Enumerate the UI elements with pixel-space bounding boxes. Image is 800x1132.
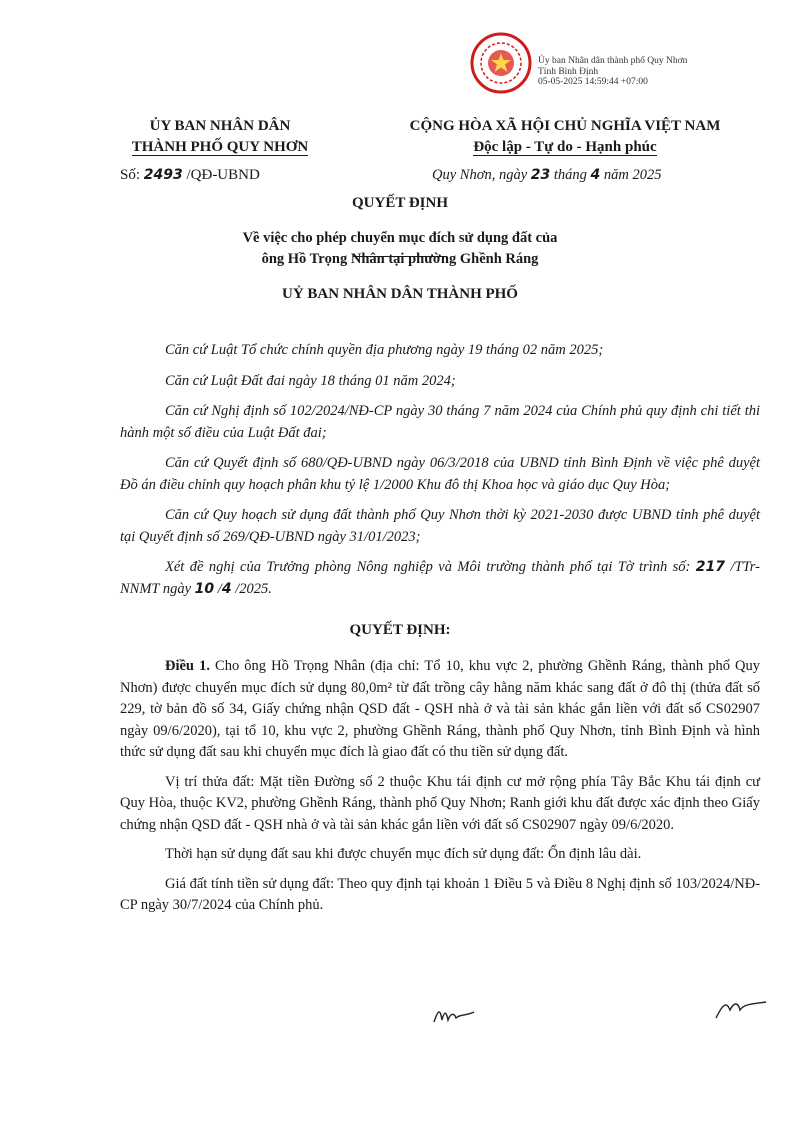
place-day: 23 [530, 167, 551, 183]
doc-prefix: Số: [120, 167, 144, 183]
doc-handwritten-number: 2493 [143, 167, 183, 183]
place-mid: tháng [550, 167, 591, 183]
basis-1: Căn cứ Luật Tổ chức chính quyền địa phương ngày 19 tháng 02 năm 2025; [165, 342, 604, 358]
proposal-number: 217 [695, 559, 726, 575]
article-1-text: Cho ông Hồ Trọng Nhân (địa chỉ: Tổ 10, khu vực 2, phường Ghềnh Ráng, thành phố Quy Nhơn) được chuyển mục đích sử dụng 80,0m² từ đất trồng cây hằng năm khác sang đất ở đô thị (thửa đất số 229, tờ bản đồ số 34, Giấy chứng nhận QSD đất - QSH nhà ở và tài sản khác gắn liền với đất số CS02907 ngày 09/6/2020), tại tổ 10, khu vực 2, phường Ghềnh Ráng, thành phố Quy Nhơn, tỉnh Bình Định và hình thức sử dụng đất sau khi chuyển mục đích là giao đất có thu tiền sử dụng đất. [120, 658, 760, 760]
basis-2: Căn cứ Luật Đất đai ngày 18 tháng 01 năm 2024; [165, 372, 456, 389]
handwritten-initial-right [712, 996, 770, 1022]
decision-body [120, 656, 760, 917]
stamp-line-1: Ủy ban Nhân dân thành phố Quy Nhơn [538, 56, 688, 66]
place-prefix: Quy Nhơn, ngày [432, 167, 531, 183]
proposal-month: 4 [221, 580, 232, 597]
legal-bases [120, 340, 760, 600]
org-line-1: ỦY BAN NHÂN DÂN [149, 118, 291, 134]
nation-line-1: CỘNG HÒA XÃ HỘI CHỦ NGHĨA VIỆT NAM [409, 118, 721, 134]
paragraph-location: Vị trí thửa đất: Mặt tiền Đường số 2 thuộc Khu tái định cư mở rộng phía Tây Bắc Khu tái định cư Quy Hòa, thuộc KV2, phường Ghềnh Ráng, thành phố Quy Nhơn; Ranh giới khu đất được xác định theo Giấy chứng nhận QSD đất - QSH nhà ở và tài sản khác gắn liền với đất số CS02907 ngày 09/6/2020. [120, 773, 760, 833]
proposal-sep: / [214, 580, 222, 597]
proposal-mid: /TTr-NNMT ngày [120, 559, 760, 597]
red-seal-emblem [470, 32, 532, 94]
subject-divider [353, 256, 447, 257]
org-line-2: THÀNH PHỐ QUY NHƠN [131, 139, 309, 155]
document-title: QUYẾT ĐỊNH [352, 195, 448, 211]
issuing-organization [95, 116, 345, 158]
place-date [432, 167, 662, 184]
article-1 [120, 656, 760, 764]
basis-4: Căn cứ Quyết định số 680/QĐ-UBND ngày 06/3/2018 của UBND tỉnh Bình Định về việc phê duyệt Đồ án điều chỉnh quy hoạch phân khu tỷ lệ 1/2000 Khu đô thị Khoa học và giáo dục Quy Hòa; [120, 455, 760, 493]
digital-signature-stamp [538, 56, 788, 88]
place-suffix: năm 2025 [600, 167, 662, 183]
nation-line-2: Độc lập - Tự do - Hạnh phúc [473, 139, 657, 155]
paragraph-price: Giá đất tính tiền sử dụng đất: Theo quy định tại khoản 1 Điều 5 và Điều 8 Nghị định số 103/2024/NĐ-CP ngày 30/7/2024 của Chính phủ. [120, 875, 760, 913]
subject-line-1: Về việc cho phép chuyển mục đích sử dụng đất của [242, 230, 558, 246]
doc-suffix: /QĐ-UBND [182, 167, 260, 183]
article-1-label: Điều 1. [165, 658, 210, 674]
issuer-heading: UỶ BAN NHÂN DÂN THÀNH PHỐ [282, 286, 518, 302]
subject-line-2: ông Hồ Trọng Nhân tại phường Ghềnh Ráng [261, 251, 539, 267]
proposal [120, 557, 760, 600]
basis-3: Căn cứ Nghị định số 102/2024/NĐ-CP ngày 30 tháng 7 năm 2024 của Chính phủ quy định chi tiết thi hành một số điều của Luật Đất đai; [120, 403, 760, 441]
place-month: 4 [590, 167, 601, 183]
basis-5: Căn cứ Quy hoạch sử dụng đất thành phố Quy Nhơn thời kỳ 2021-2030 được UBND tỉnh phê duyệt tại Quyết định số 269/QĐ-UBND ngày 31/01/2023; [120, 507, 760, 545]
proposal-suffix: /2025. [231, 580, 272, 597]
national-motto [355, 116, 775, 158]
document-number [120, 167, 260, 184]
paragraph-duration: Thời hạn sử dụng đất sau khi được chuyển mục đích sử dụng đất: Ổn định lâu dài. [165, 846, 642, 862]
document-subject [0, 228, 800, 270]
proposal-prefix: Xét đề nghị của Trưởng phòng Nông nghiệp và Môi trường thành phố tại Tờ trình số: [165, 559, 696, 575]
stamp-line-3: 05-05-2025 14:59:44 +07:00 [538, 77, 648, 87]
handwritten-initial-left [430, 1004, 478, 1028]
decision-heading: QUYẾT ĐỊNH: [349, 622, 451, 638]
proposal-day: 10 [194, 580, 215, 597]
stamp-line-2: Tỉnh Bình Định [538, 66, 599, 77]
